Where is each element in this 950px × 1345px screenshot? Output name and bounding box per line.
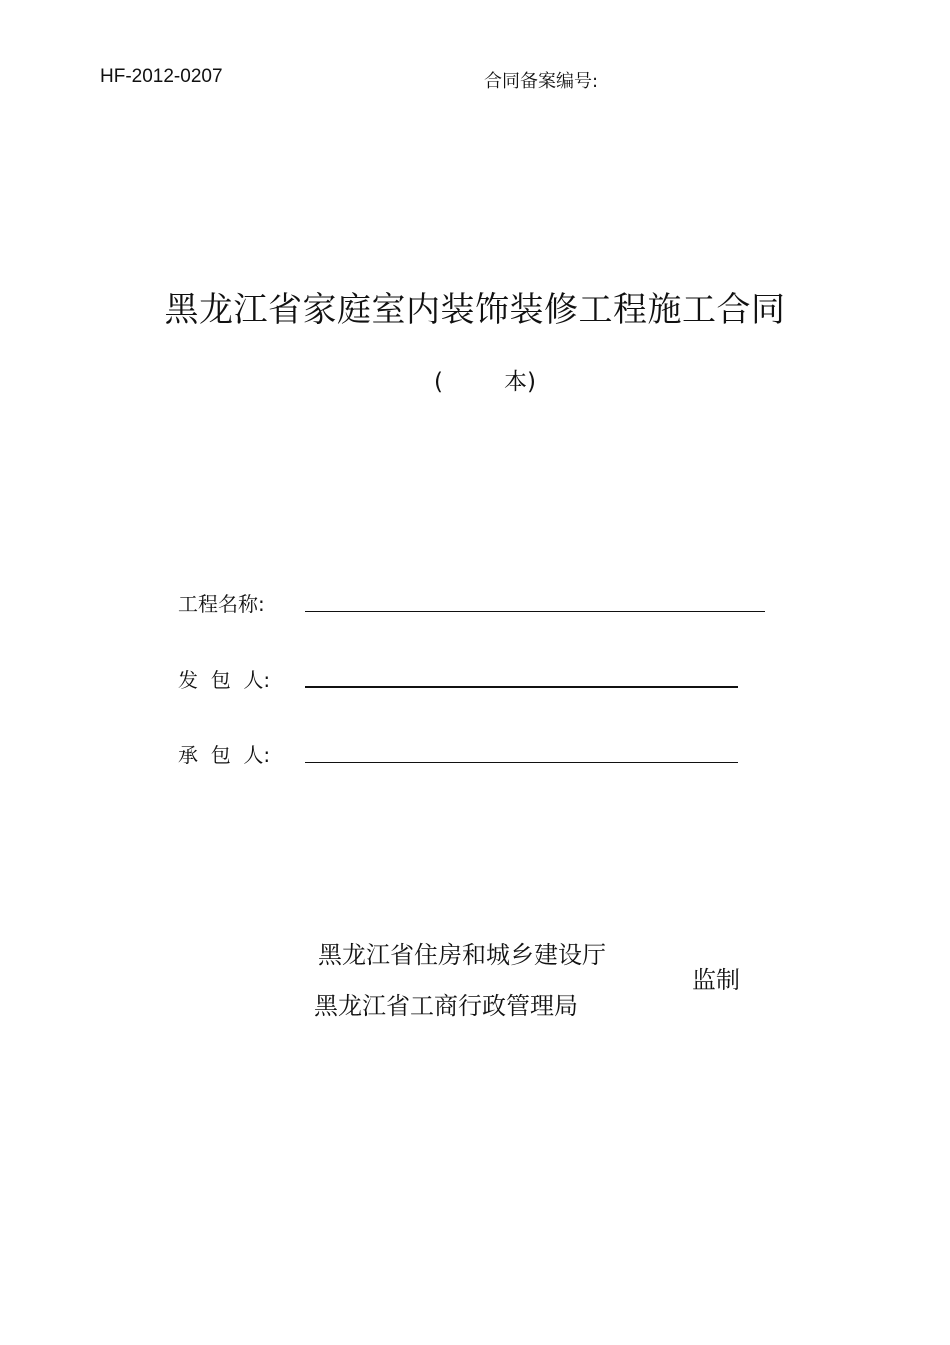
employer-label: 发 包 人:: [178, 668, 271, 692]
project-name-blank[interactable]: [305, 611, 765, 612]
issuer-commerce-bureau: 黑龙江省工商行政管理局: [314, 992, 578, 1020]
document-code: HF-2012-0207: [100, 66, 223, 87]
employer-blank[interactable]: [305, 686, 738, 688]
filing-number-label: 合同备案编号:: [484, 71, 599, 92]
contractor-label: 承 包 人:: [178, 743, 271, 767]
copy-indicator: [434, 363, 536, 396]
contract-title: 黑龙江省家庭室内装饰装修工程施工合同: [164, 290, 786, 330]
copy-suffix: 本): [504, 369, 536, 395]
supervision-label: 监制: [692, 966, 740, 994]
contractor-blank[interactable]: [305, 762, 738, 763]
copy-open-paren: (: [434, 369, 443, 395]
project-name-label: 工程名称:: [178, 592, 265, 616]
issuer-housing-department: 黑龙江省住房和城乡建设厅: [318, 941, 606, 969]
